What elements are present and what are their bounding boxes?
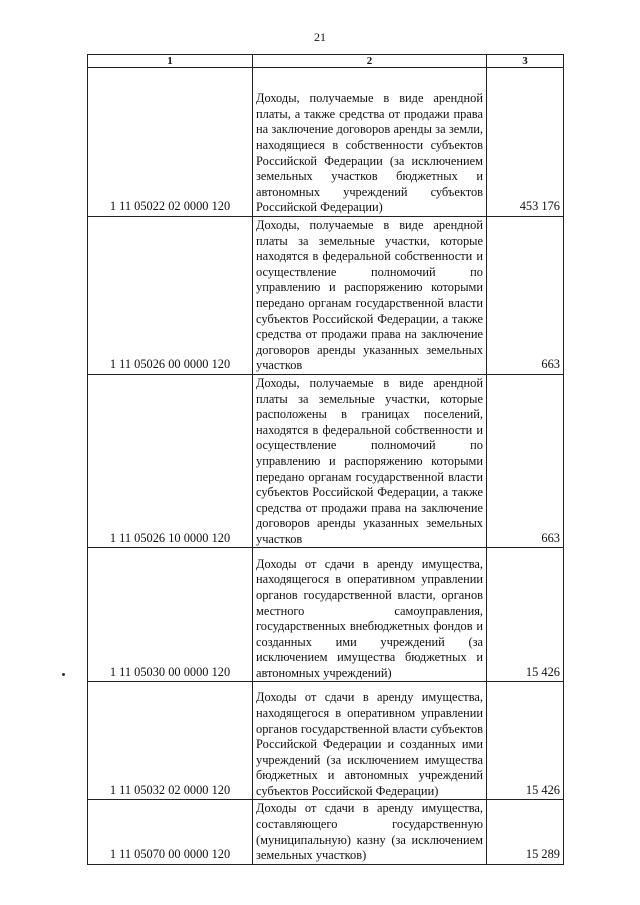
column-header-2: 2 xyxy=(253,55,487,68)
revenue-amount: 453 176 xyxy=(487,68,564,217)
revenue-table xyxy=(87,54,564,865)
scan-speck xyxy=(62,673,65,676)
revenue-code: 1 11 05070 00 0000 120 xyxy=(88,800,253,864)
revenue-code: 1 11 05026 00 0000 120 xyxy=(88,217,253,375)
revenue-code: 1 11 05030 00 0000 120 xyxy=(88,548,253,682)
column-header-3: 3 xyxy=(487,55,564,68)
revenue-code: 1 11 05026 10 0000 120 xyxy=(88,374,253,548)
table-row xyxy=(88,374,564,548)
revenue-description: Доходы от сдачи в аренду имущества, составляющего государственную (муниципальную) казну (за исключением земельных участков) xyxy=(253,800,487,864)
revenue-amount: 15 289 xyxy=(487,800,564,864)
page-number: 21 xyxy=(314,30,326,44)
table-header-row xyxy=(88,55,564,68)
revenue-description: Доходы, получаемые в виде арендной платы за земельные участки, которые расположены в границах поселений, находятся в федеральной собственности и осуществление полномочий по управлению и распоряжению которыми передано органам государственной власти субъектов Российской Федерации, а также средства от продажи права на заключение договоров аренды указанных земельных участков xyxy=(253,374,487,548)
revenue-amount: 15 426 xyxy=(487,682,564,800)
revenue-amount: 15 426 xyxy=(487,548,564,682)
revenue-code: 1 11 05022 02 0000 120 xyxy=(88,68,253,217)
table-row xyxy=(88,548,564,682)
table-row xyxy=(88,800,564,864)
table-row xyxy=(88,682,564,800)
revenue-amount: 663 xyxy=(487,374,564,548)
table-row xyxy=(88,217,564,375)
revenue-amount: 663 xyxy=(487,217,564,375)
revenue-code: 1 11 05032 02 0000 120 xyxy=(88,682,253,800)
column-header-1: 1 xyxy=(88,55,253,68)
revenue-description: Доходы, получаемые в виде арендной платы, а также средства от продажи права на заключение договоров аренды за земли, находящиеся в собственности субъектов Российской Федерации (за исключением земельных участков бюджетных и автономных учреждений субъектов Российской Федерации) xyxy=(253,68,487,217)
revenue-description: Доходы от сдачи в аренду имущества, находящегося в оперативном управлении органов государственной власти, органов местного самоуправления, государственных внебюджетных фондов и созданных ими учреждений (за исключением имущества бюджетных и автономных учреждений) xyxy=(253,548,487,682)
table-row xyxy=(88,68,564,217)
revenue-description: Доходы от сдачи в аренду имущества, находящегося в оперативном управлении органов государственной власти субъектов Российской Федерации и созданных ими учреждений (за исключением имущества бюджетных и автономных учреждений субъектов Российской Федерации) xyxy=(253,682,487,800)
revenue-description: Доходы, получаемые в виде арендной платы за земельные участки, которые находятся в федеральной собственности и осуществление полномочий по управлению и распоряжению которыми передано органам государственной власти субъектов Российской Федерации, а также средства от продажи права на заключение договоров аренды указанных земельных участков xyxy=(253,217,487,375)
